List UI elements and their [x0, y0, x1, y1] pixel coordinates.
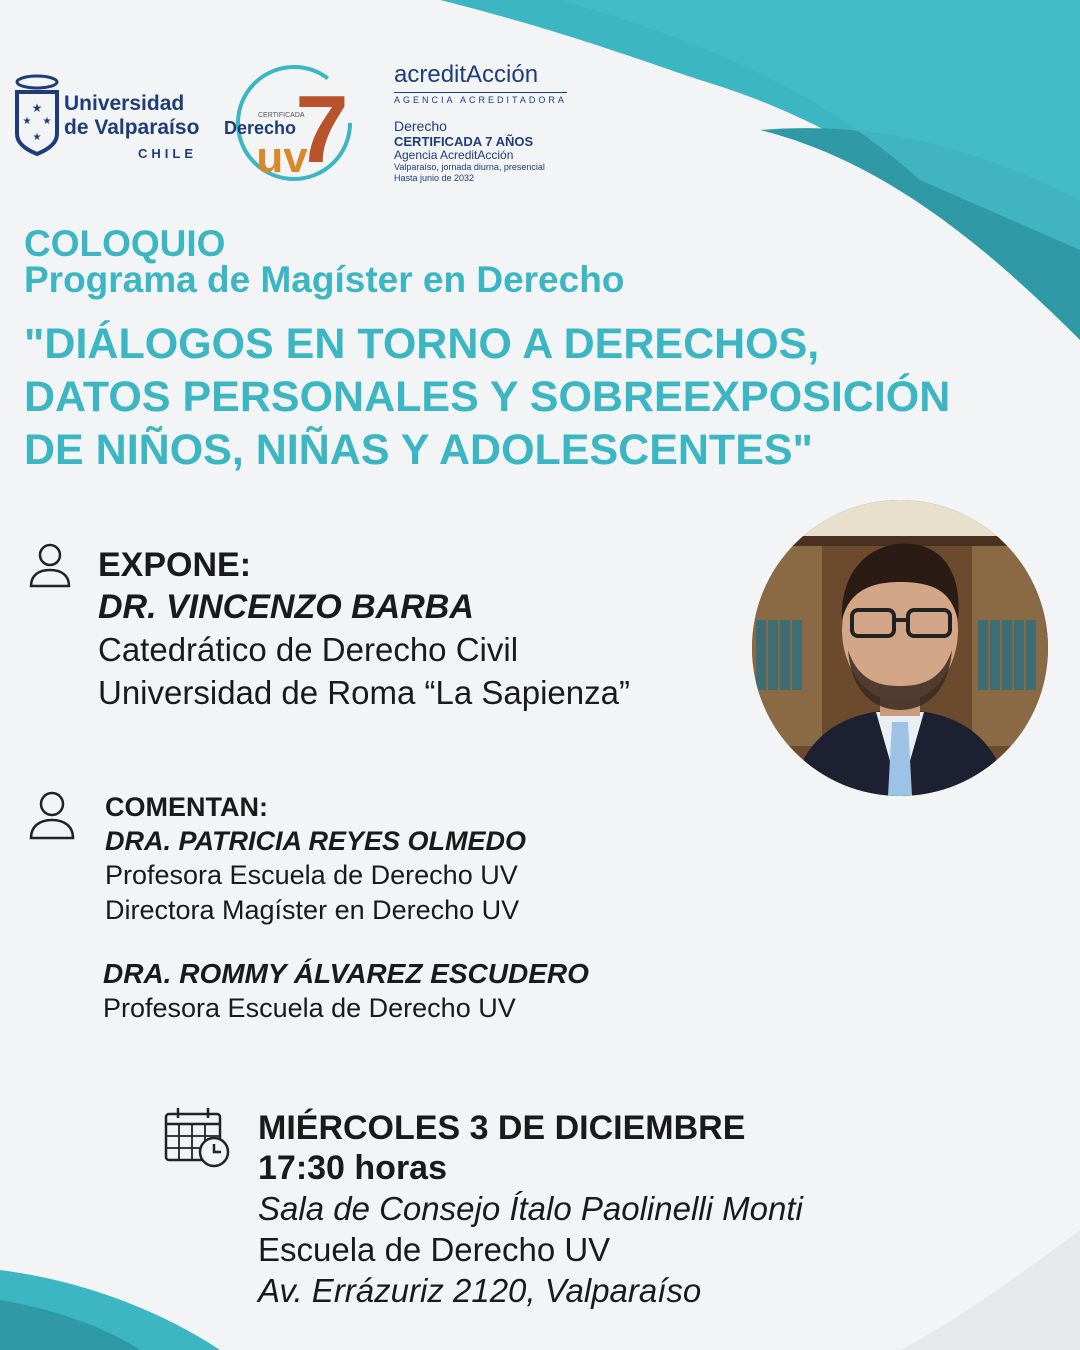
speaker-name: DR. VINCENZO BARBA [98, 588, 474, 626]
calendar-clock-icon [164, 1106, 232, 1168]
uv-crest-icon [14, 74, 60, 156]
uv-line1: Universidad [64, 92, 185, 115]
svg-text:★: ★ [31, 101, 43, 115]
svg-text:7: 7 [295, 76, 349, 183]
seal-small-text: CERTIFICADA [258, 112, 305, 119]
commentator-1-role-1: Profesora Escuela de Derecho UV [105, 860, 518, 890]
event-details [258, 1108, 803, 1311]
svg-text:★: ★ [42, 116, 52, 127]
comentan-label: COMENTAN: [105, 792, 268, 822]
acred-l1: Derecho [394, 118, 447, 134]
speaker-role-1: Catedrático de Derecho Civil [98, 631, 519, 668]
acred-brand-a: acredit [394, 61, 467, 88]
expone-label: EXPONE: [98, 546, 252, 584]
event-heading [24, 223, 625, 300]
event-address: Av. Errázuriz 2120, Valparaíso [258, 1272, 702, 1309]
title-line-1: "DIÁLOGOS EN TORNO A DERECHOS, [24, 320, 820, 368]
svg-text:uv: uv [256, 133, 308, 182]
acred-l3: Agencia AcreditAcción [394, 148, 514, 162]
commentator-2 [103, 956, 589, 1026]
commentator-1-role-2: Directora Magíster en Derecho UV [105, 895, 520, 925]
svg-text:★: ★ [32, 132, 42, 143]
event-room: Sala de Consejo Ítalo Paolinelli Monti [258, 1190, 803, 1227]
commentator-2-role-1: Profesora Escuela de Derecho UV [103, 993, 516, 1023]
person-icon [28, 790, 76, 840]
uv-line2: de Valparaíso [64, 116, 200, 139]
acred-l2: CERTIFICADA 7 AÑOS [394, 134, 534, 149]
commentator-1-name: DRA. PATRICIA REYES OLMEDO [105, 826, 527, 856]
acred-brand [394, 60, 567, 90]
acreditaccion-logo [394, 60, 567, 184]
event-kicker: COLOQUIO [24, 223, 226, 264]
commentator-2-name: DRA. ROMMY ÁLVAREZ ESCUDERO [103, 958, 589, 989]
event-school: Escuela de Derecho UV [258, 1231, 611, 1268]
speaker-role-2: Universidad de Roma “La Sapienza” [98, 674, 630, 711]
person-icon [28, 542, 72, 588]
expone-block [98, 544, 630, 714]
seal-main-text: Derecho [224, 118, 297, 138]
svg-text:★: ★ [22, 116, 32, 127]
comentan-block [105, 790, 526, 928]
acred-l5: Hasta junio de 2032 [394, 173, 475, 183]
program-name: Programa de Magíster en Derecho [24, 259, 625, 300]
title-line-3: DE NIÑOS, NIÑAS Y ADOLESCENTES" [24, 426, 813, 474]
title-line-2: DATOS PERSONALES Y SOBREEXPOSICIÓN [24, 373, 951, 421]
event-title [24, 318, 1064, 477]
speaker-photo [752, 500, 1048, 796]
event-date: MIÉRCOLES 3 DE DICIEMBRE [258, 1109, 746, 1147]
uv-logo-text [64, 92, 199, 140]
event-time: 17:30 horas [258, 1149, 447, 1187]
uv-chile: CHILE [138, 146, 197, 161]
acred-sub: AGENCIA ACREDITADORA [394, 92, 567, 105]
acred-brand-b: Acción [466, 61, 539, 88]
acred-l4: Valparaíso, jornada diurna, presencial [394, 162, 545, 172]
